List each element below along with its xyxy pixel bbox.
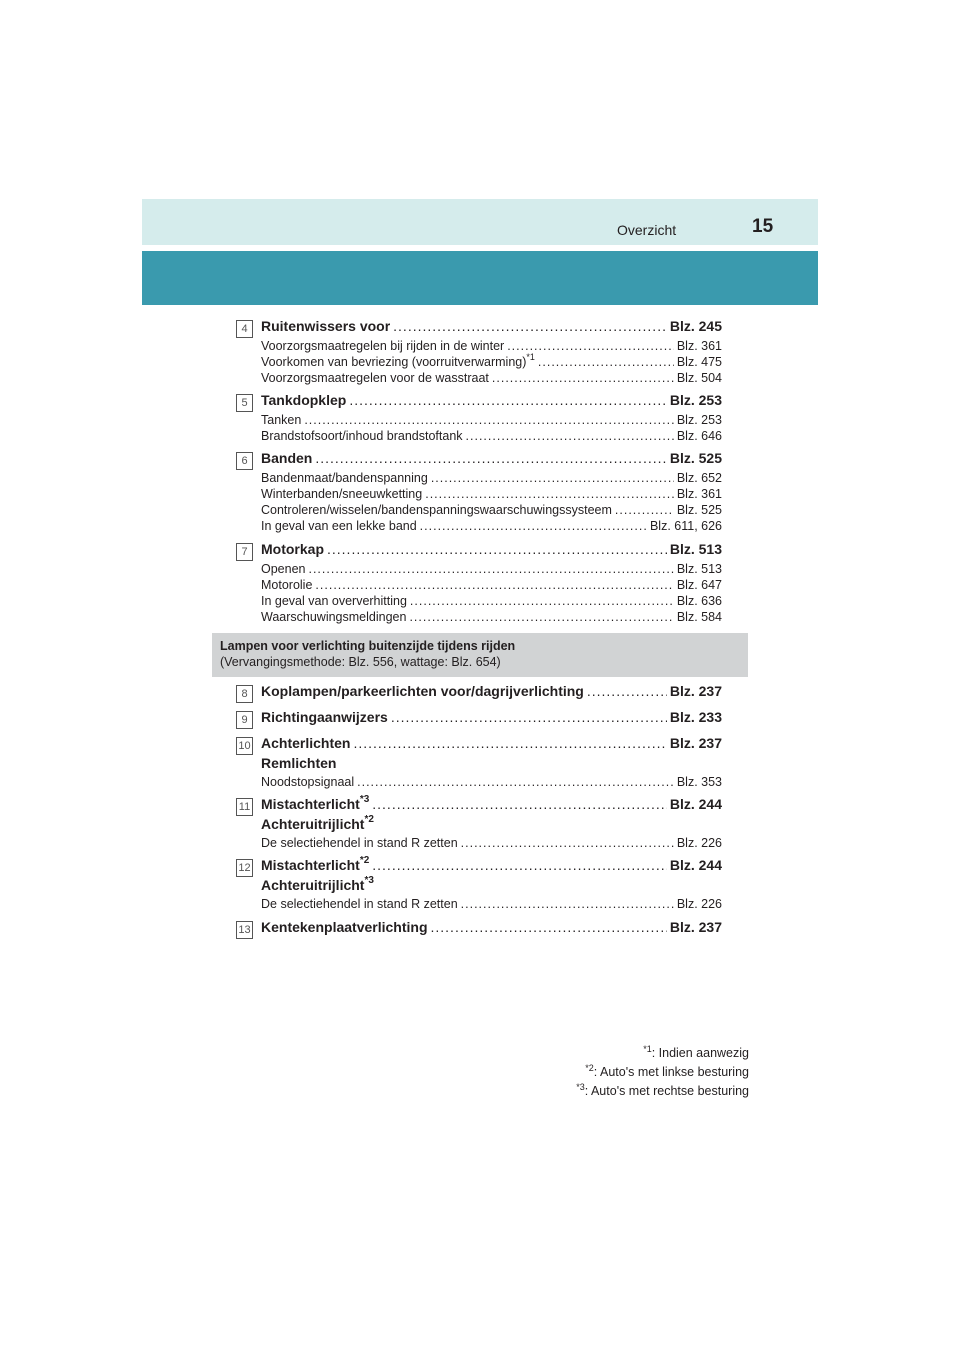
page-number: 15 <box>752 216 774 237</box>
sub-entry-row[interactable] <box>261 519 722 533</box>
entry-second-title <box>261 877 374 893</box>
section-title: Overzicht <box>617 222 677 238</box>
entry-title-row[interactable] <box>261 541 722 557</box>
item-number: 4 <box>236 320 253 338</box>
sub-entry-row[interactable] <box>261 339 722 353</box>
footnote-text: : Indien aanwezig <box>651 1046 749 1060</box>
sub-entry-row[interactable] <box>261 471 722 485</box>
sub-entry-page: Blz. 646 <box>676 429 722 443</box>
sub-entry-page: Blz. 253 <box>676 413 722 427</box>
item-number: 9 <box>236 711 253 729</box>
sub-entry-row[interactable] <box>261 594 722 608</box>
item-number: 13 <box>236 921 253 939</box>
sub-entry-text: Tanken <box>261 413 302 427</box>
sub-entry-row[interactable] <box>261 897 722 911</box>
footnote-text: : Auto's met linkse besturing <box>593 1065 749 1079</box>
sub-entry-page: Blz. 513 <box>676 562 722 576</box>
sub-entry-text: Waarschuwingsmeldingen <box>261 610 407 624</box>
sub-entry-page: Blz. 652 <box>676 471 722 485</box>
footnote-mark: *2 <box>364 814 374 825</box>
sub-entry-row[interactable] <box>261 836 722 850</box>
item-number: 5 <box>236 394 253 412</box>
item-number: 11 <box>236 798 253 816</box>
entry-title-row[interactable] <box>261 318 722 334</box>
sub-entry-page: Blz. 647 <box>676 578 722 592</box>
item-number: 8 <box>236 685 253 703</box>
item-number: 7 <box>236 543 253 561</box>
sub-entry-text: Voorkomen van bevriezing (voorruitverwarming) <box>261 355 527 369</box>
sub-entry-text: In geval van een lekke band <box>261 519 417 533</box>
entry-title: Ruitenwissers voor <box>261 318 391 334</box>
entry-title-row[interactable] <box>261 392 722 408</box>
footnote-line <box>576 1082 749 1101</box>
sub-entry-text: In geval van oververhitting <box>261 594 407 608</box>
entry-second-title-text: Achteruitrijlicht <box>261 877 365 893</box>
entry-second-title: Remlichten <box>261 755 337 771</box>
item-number: 12 <box>236 859 253 877</box>
lamps-section-title: Lampen voor verlichting buitenzijde tijdens rijden <box>220 639 516 653</box>
sub-entry-page: Blz. 504 <box>676 371 722 385</box>
header-bar <box>142 199 818 245</box>
footnote-mark: *1 <box>526 352 535 362</box>
sub-entry-text: Brandstofsoort/inhoud brandstoftank <box>261 429 463 443</box>
entry-title: Mistachterlicht <box>261 796 360 812</box>
entry-title-row[interactable] <box>261 709 722 725</box>
entry-title: Richtingaanwijzers <box>261 709 388 725</box>
sub-entry-row[interactable] <box>261 352 722 369</box>
entry-page-ref: Blz. 513 <box>669 541 722 557</box>
entry-page-ref: Blz. 525 <box>669 450 722 466</box>
item-number: 6 <box>236 452 253 470</box>
sub-entry-row[interactable] <box>261 775 722 789</box>
sub-entry-page: Blz. 636 <box>676 594 722 608</box>
sub-entry-page: Blz. 475 <box>676 355 722 369</box>
entry-page-ref: Blz. 237 <box>669 735 722 751</box>
entry-page-ref: Blz. 244 <box>669 796 722 812</box>
sub-entry-row[interactable] <box>261 503 722 517</box>
footnote-line <box>576 1044 749 1063</box>
entry-second-title-text: Achteruitrijlicht <box>261 816 365 832</box>
entry-title: Koplampen/parkeerlichten voor/dagrijverlichting <box>261 683 584 699</box>
entry-title-row[interactable] <box>261 857 722 873</box>
footnote-mark: *3 <box>359 794 370 805</box>
sub-entry-row[interactable] <box>261 413 722 427</box>
sub-entry-page: Blz. 353 <box>676 775 722 789</box>
footnote-line <box>576 1063 749 1082</box>
sub-entry-text: De selectiehendel in stand R zetten <box>261 836 458 850</box>
sub-entry-page: Blz. 611, 626 <box>649 519 722 533</box>
entry-page-ref: Blz. 237 <box>669 683 722 699</box>
footnote-mark: *3 <box>576 1082 585 1092</box>
entry-page-ref: Blz. 245 <box>669 318 722 334</box>
entry-title: Motorkap <box>261 541 324 557</box>
sub-entry-text: Openen <box>261 562 306 576</box>
item-number: 10 <box>236 737 253 755</box>
sub-entry-row[interactable] <box>261 610 722 624</box>
entry-title-row[interactable] <box>261 683 722 699</box>
sub-entry-row[interactable] <box>261 562 722 576</box>
entry-title-row[interactable] <box>261 796 722 812</box>
sub-entry-text: Motorolie <box>261 578 313 592</box>
sub-entry-text: Voorzorgsmaatregelen bij rijden in de winter <box>261 339 505 353</box>
entry-title: Tankdopklep <box>261 392 347 408</box>
entry-page-ref: Blz. 244 <box>669 857 722 873</box>
sub-entry-row[interactable] <box>261 429 722 443</box>
sub-entry-text: Bandenmaat/bandenspanning <box>261 471 428 485</box>
entry-title-row[interactable] <box>261 735 722 751</box>
sub-entry-text: Winterbanden/sneeuwketting <box>261 487 423 501</box>
lamps-section-subtitle: (Vervangingsmethode: Blz. 556, wattage: Blz. 654) <box>220 655 501 669</box>
sub-entry-page: Blz. 226 <box>676 836 722 850</box>
entry-page-ref: Blz. 253 <box>669 392 722 408</box>
sub-entry-row[interactable] <box>261 578 722 592</box>
footnote-text: : Auto's met rechtse besturing <box>584 1084 749 1098</box>
entry-page-ref: Blz. 237 <box>669 919 722 935</box>
sub-entry-row[interactable] <box>261 371 722 385</box>
footnote-mark: *2 <box>585 1063 594 1073</box>
sub-entry-page: Blz. 525 <box>676 503 722 517</box>
sub-entry-text: Controleren/wisselen/bandenspanningswaarschuwingssysteem <box>261 503 612 517</box>
sub-entry-text: Voorzorgsmaatregelen voor de wasstraat <box>261 371 489 385</box>
header-band <box>142 251 818 305</box>
entry-page-ref: Blz. 233 <box>669 709 722 725</box>
sub-entry-page: Blz. 584 <box>676 610 722 624</box>
entry-second-title <box>261 816 374 832</box>
sub-entry-page: Blz. 226 <box>676 897 722 911</box>
entry-title-row[interactable] <box>261 450 722 466</box>
footnote-mark: *1 <box>643 1044 652 1054</box>
entry-title: Banden <box>261 450 313 466</box>
entry-title: Kentekenplaatverlichting <box>261 919 428 935</box>
sub-entry-row[interactable] <box>261 487 722 501</box>
entry-title: Achterlichten <box>261 735 351 751</box>
entry-title-row[interactable] <box>261 919 722 935</box>
footnotes <box>576 1044 749 1101</box>
entry-title: Mistachterlicht <box>261 857 360 873</box>
sub-entry-text: De selectiehendel in stand R zetten <box>261 897 458 911</box>
sub-entry-page: Blz. 361 <box>676 339 722 353</box>
sub-entry-page: Blz. 361 <box>676 487 722 501</box>
footnote-mark: *2 <box>359 855 370 866</box>
footnote-mark: *3 <box>364 875 374 886</box>
sub-entry-text: Noodstopsignaal <box>261 775 355 789</box>
